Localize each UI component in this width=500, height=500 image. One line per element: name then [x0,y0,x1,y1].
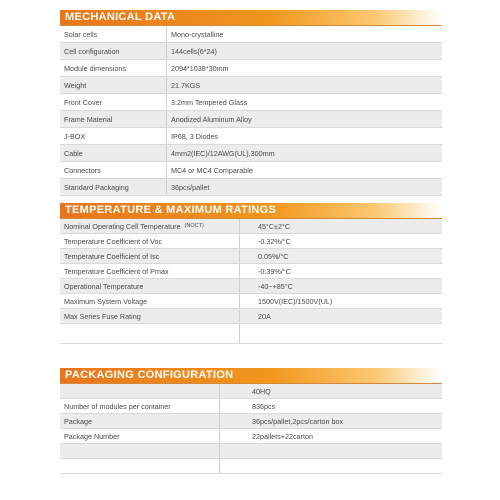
temperature-ratings-section [60,203,442,344]
row-label: Temperature Coefficient of Voc [60,234,240,248]
table-row [60,43,442,60]
row-label: Module dimensions [60,60,167,76]
row-value: MC4 or MC4 Comparable [171,165,253,175]
row-label: Package Number [60,429,220,443]
table-row [60,429,442,444]
section-header: PACKAGING CONFIGURATION [60,368,442,383]
row-value: 1500V(IEC)/1500V(UL) [258,296,333,306]
row-value: Anodized Aluminum Alloy [171,114,252,124]
row-value: 36pcs/pallet [171,182,210,192]
row-value: 45°C±2°C [258,221,291,231]
table-row [60,26,442,43]
noct-note: (NOCT) [184,223,204,229]
row-value: 0.05%/°C [258,251,289,261]
table-row [60,414,442,429]
table-row [60,234,442,249]
row-value: 836pcs [252,401,276,411]
row-value: -0.39%/°C [258,266,291,276]
table-row [60,128,442,145]
row-value: 2094*1038*30mm [171,63,229,73]
table-row [60,459,442,474]
table-row [60,324,442,344]
row-label [60,324,240,343]
table-row [60,111,442,128]
table-row [60,444,442,459]
table-row [60,249,442,264]
row-label: Weight [60,77,167,93]
row-label: Temperature Coefficient of Pmax [60,264,240,278]
row-label: J-BOX [60,128,167,144]
mechanical-data-section [60,10,442,196]
row-value: 21.7KGS [171,80,201,90]
row-value: Mono-crystalline [171,29,224,39]
row-value: 22pallets+22carton [252,431,313,441]
row-value [220,444,252,458]
row-label: Connectors [60,162,167,178]
section-header: TEMPERATURE & MAXIMUM RATINGS [60,203,442,218]
table-row [60,264,442,279]
row-label: Max Series Fuse Rating [60,309,240,323]
temperature-table [60,218,442,344]
table-row [60,294,442,309]
row-value: 36pcs/pallet,2pcs/carton box [252,416,344,426]
packaging-configuration-section [60,368,442,474]
row-label: Number of modules per container [60,399,220,413]
packaging-table [60,383,442,474]
row-label: Cell configuration [60,43,167,59]
row-label-text: Nominal Operating Cell Temperature [64,221,181,231]
table-row [60,179,442,196]
table-row [60,279,442,294]
mechanical-table [60,25,442,196]
row-label: Operational Temperature [60,279,240,293]
table-row [60,145,442,162]
row-value: -0.32%/°C [258,236,291,246]
row-value [240,324,258,343]
row-label [60,219,240,233]
table-row [60,162,442,179]
table-row [60,399,442,414]
section-header: MECHANICAL DATA [60,10,442,25]
table-row [60,384,442,399]
row-label [60,444,220,458]
table-row [60,309,442,324]
row-label: Cable [60,145,167,161]
row-value: 20A [258,311,271,321]
row-label: Maximum System Voltage [60,294,240,308]
row-value: 144cells(6*24) [171,46,217,56]
row-label: Frame Material [60,111,167,127]
row-label [60,384,220,398]
row-label: Standard Packaging [60,179,167,195]
row-label [60,459,220,473]
table-row [60,219,442,234]
row-value: -40~+85°C [258,281,293,291]
row-value [220,459,252,473]
row-label: Solar cells [60,26,167,42]
row-label: Front Cover [60,94,167,110]
row-value: 3.2mm Tempered Glass [171,97,248,107]
row-label: Temperature Coefficient of Isc [60,249,240,263]
row-value: IP68, 3 Diodes [171,131,219,141]
table-row [60,94,442,111]
row-value: 40HQ [252,386,271,396]
table-row [60,77,442,94]
row-value: 4mm2(IEC)/12AWG(UL),300mm [171,148,275,158]
row-label: Package [60,414,220,428]
table-row [60,60,442,77]
